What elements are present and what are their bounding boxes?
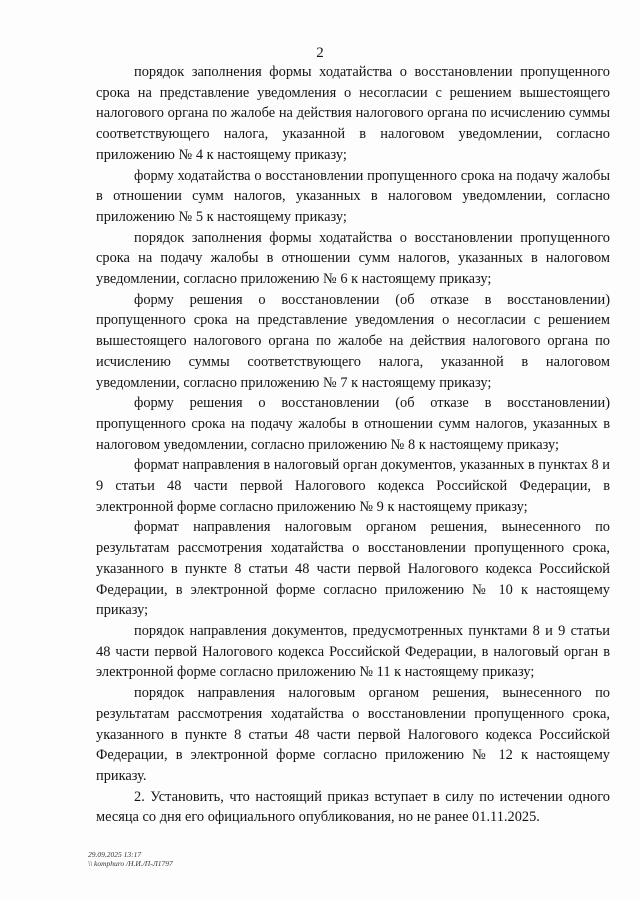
page-number: 2 — [316, 45, 324, 61]
paragraph-effective-date: 2. Установить, что настоящий приказ вступает в силу по истечении одного месяца со дня его официального опубликования, но не ранее 01.11.2025. — [96, 788, 610, 826]
paragraph-annex-5: форму ходатайства о восстановлении пропущенного срока на подачу жалобы в отношении сумм налогов, указанных в налоговом уведомлении, согласно приложению № 5 к настоящему приказу; — [96, 167, 610, 225]
paragraph-annex-12: порядок направления налоговым органом решения, вынесенного по результатам рассмотрения ходатайства о восстановлении пропущенного срока, указанного в пункте 8 статьи 48 части первой Налогового кодекса Российской Федерации, в электронной форме согласно приложению № 12 к настоящему приказу. — [96, 685, 610, 784]
paragraph-annex-10: формат направления налоговым органом решения, вынесенного по результатам рассмотрения ходатайства о восстановлении пропущенного срока, указанного в пункте 8 статьи 48 части первой Налогового кодекса Российской Федерации, в электронной форме согласно приложению № 10 к настоящему приказу; — [96, 519, 610, 619]
document-body — [96, 62, 610, 828]
paragraph-annex-6: порядок заполнения формы ходатайства о восстановлении пропущенного срока на подачу жалобы в отношении сумм налогов, указанных в налоговом уведомлении, согласно приложению № 6 к настоящему приказу; — [96, 229, 610, 288]
paragraph-annex-8: форму решения о восстановлении (об отказе в восстановлении) пропущенного срока на подачу жалобы в отношении сумм налогов, указанных в налоговом уведомлении, согласно приложению № 8 к настоящему приказу; — [96, 395, 610, 453]
paragraph-annex-11: порядок направления документов, предусмотренных пунктами 8 и 9 статьи 48 части первой Налогового кодекса Российской Федерации, в налоговый орган в электронной форме согласно приложению № 11 к настоящему приказу; — [96, 622, 610, 681]
footer-file-path: \\ komphuro /Н.И./П-Л1797 — [88, 859, 173, 868]
footer-timestamp: 29.09.2025 13:17 — [88, 850, 142, 859]
paragraph-annex-4: порядок заполнения формы ходатайства о восстановлении пропущенного срока на представление уведомления о несогласии с решением вышестоящего налогового органа по жалобе на действия налогового органа по исчислению суммы соответствующего налога, указанной в налоговом уведомлении, согласно приложению № 4 к настоящему приказу; — [96, 64, 610, 163]
document-footer — [88, 850, 173, 868]
paragraph-annex-7: форму решения о восстановлении (об отказе в восстановлении) пропущенного срока на представление уведомления о несогласии с решением вышестоящего налогового органа по жалобе на действия налогового органа по исчислению суммы соответствующего налога, указанной в налоговом уведомлении, согласно приложению № 7 к настоящему приказу; — [96, 291, 610, 391]
paragraph-annex-9: формат направления в налоговый орган документов, указанных в пунктах 8 и 9 статьи 48 части первой Налогового кодекса Российской Федерации, в электронной форме согласно приложению № 9 к настоящему приказу; — [96, 457, 610, 515]
